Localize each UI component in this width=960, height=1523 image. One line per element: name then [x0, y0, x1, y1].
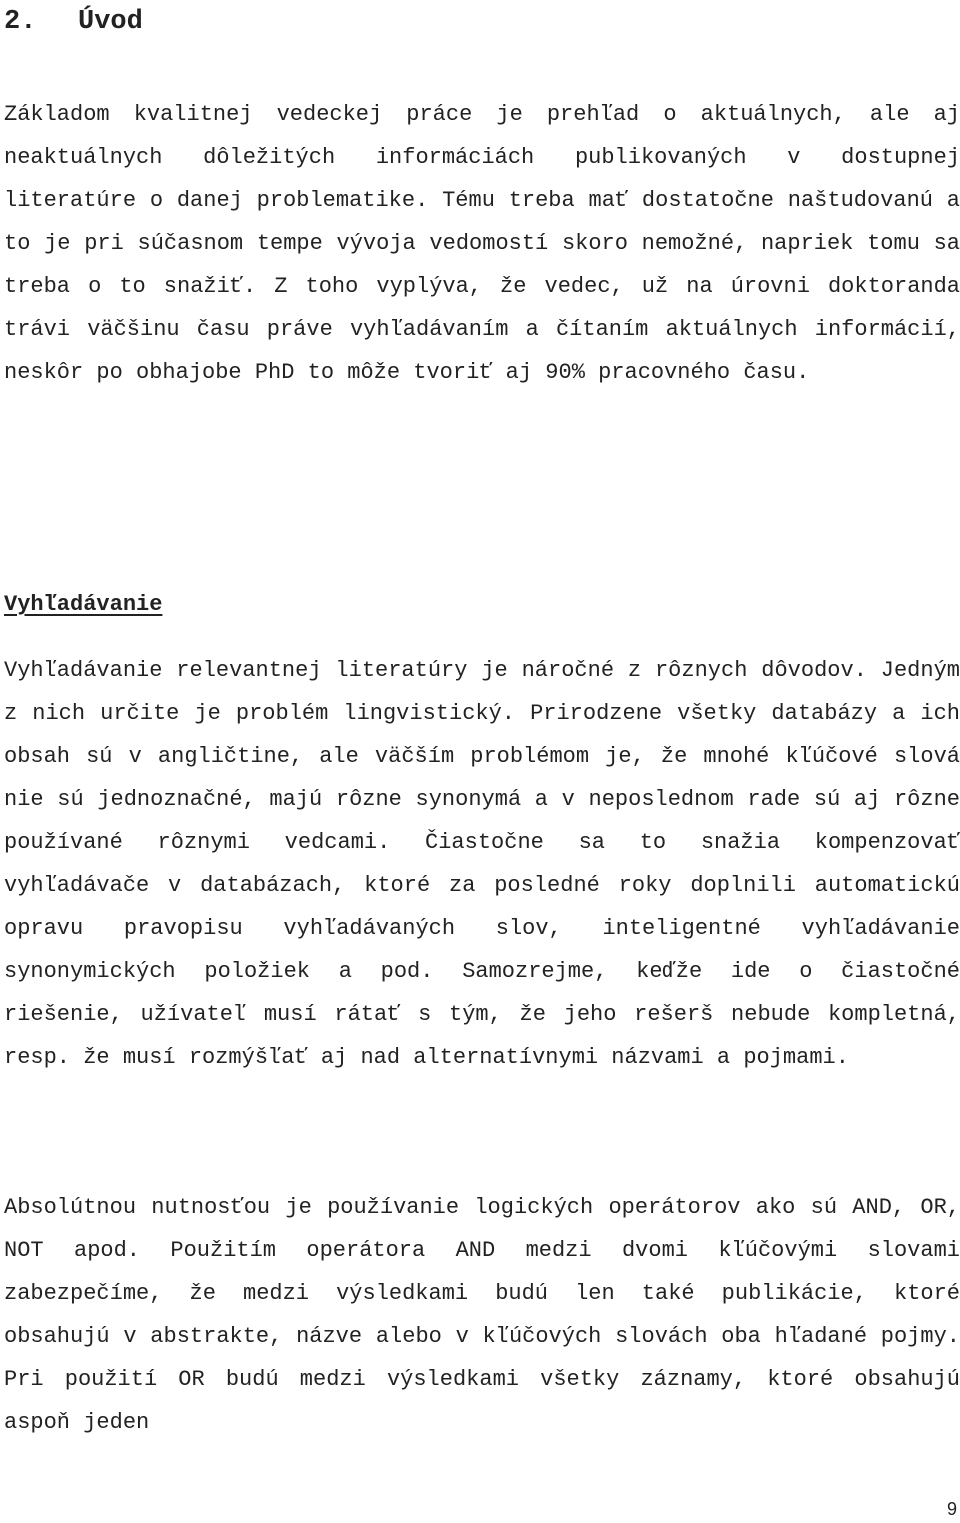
subheading-vyhladavanie: Vyhľadávanie	[4, 592, 163, 617]
page-number: 9	[946, 1499, 957, 1519]
operators-paragraph: Absolútnou nutnosťou je používanie logických operátorov ako sú AND, OR, NOT apod. Použitím operátora AND medzi dvomi kľúčovými slovami zabezpečíme, že medzi výsledkami budú len také publikácie, ktoré obsahujú v abstrakte, názve alebo v kľúčových slovách oba hľadané pojmy. Pri použití OR budú medzi výsledkami všetky záznamy, ktoré obsahujú aspoň jeden	[4, 1195, 960, 1435]
intro-paragraph: Základom kvalitnej vedeckej práce je prehľad o aktuálnych, ale aj neaktuálnych dôležitých informáciách publikovaných v dostupnej literatúre o danej problematike. Tému treba mať dostatočne naštudovanú a to je pri súčasnom tempe vývoja vedomostí skoro nemožné, napriek tomu sa treba o to snažiť. Z toho vyplýva, že vedec, už na úrovni doktoranda trávi väčšinu času práve vyhľadávaním a čítaním aktuálnych informácií, neskôr po obhajobe PhD to môže tvoriť aj 90% pracovného času.	[4, 102, 960, 385]
section-title: Úvod	[78, 7, 143, 37]
section-heading	[4, 4, 143, 40]
search-paragraph: Vyhľadávanie relevantnej literatúry je náročné z rôznych dôvodov. Jedným z nich určite je problém lingvistický. Prirodzene všetky databázy a ich obsah sú v angličtine, ale väčším problémom je, že mnohé kľúčové slová nie sú jednoznačné, majú rôzne synonymá a v neposlednom rade sú aj rôzne používané rôznymi vedcami. Čiastočne sa to snažia kompenzovať vyhľadávače v databázach, ktoré za posledné roky doplnili automatickú opravu pravopisu vyhľadávaných slov, inteligentné vyhľadávanie synonymických položiek a pod. Samozrejme, keďže ide o čiastočné riešenie, užívateľ musí rátať s tým, že jeho rešerš nebude kompletná, resp. že musí rozmýšľať aj nad alternatívnymi názvami a pojmami.	[4, 658, 960, 1070]
section-number: 2.	[4, 7, 37, 37]
